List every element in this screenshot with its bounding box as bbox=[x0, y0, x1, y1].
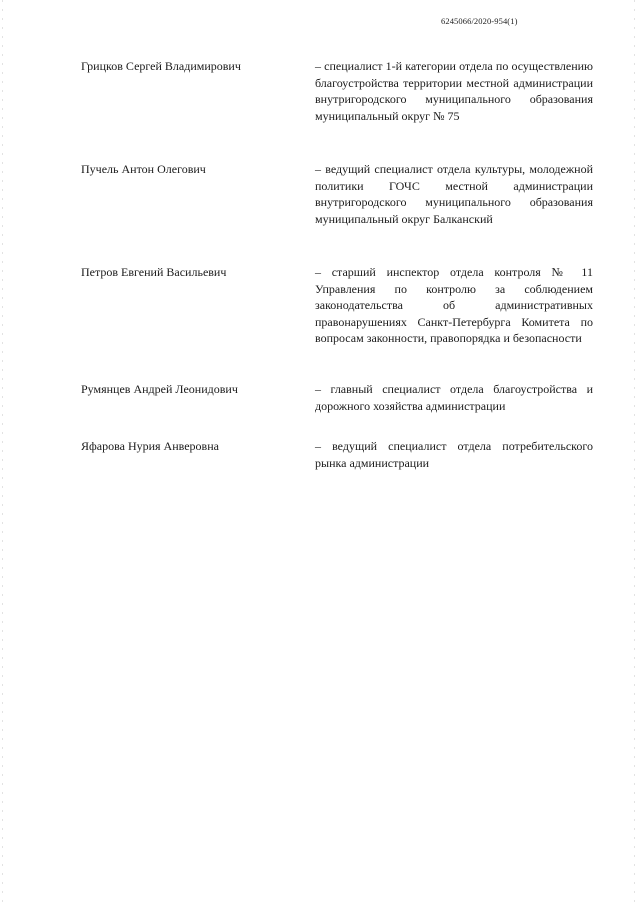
scan-edge-left bbox=[2, 0, 3, 905]
person-name: Грицков Сергей Владимирович bbox=[81, 59, 241, 73]
person-name: Пучель Антон Олегович bbox=[81, 162, 206, 176]
person-name: Румянцев Андрей Леонидович bbox=[81, 382, 238, 396]
person-position: – ведущий специалист отдела потребительского рынка администрации bbox=[315, 439, 593, 470]
scan-edge-right bbox=[634, 0, 635, 905]
person-position: – специалист 1-й категории отдела по осуществлению благоустройства территории местной администрации внутригородского муниципального образования муниципальный округ № 75 bbox=[315, 59, 593, 123]
person-name: Яфарова Нурия Анверовна bbox=[81, 439, 219, 453]
document-number: 6245066/2020-954(1) bbox=[441, 16, 518, 26]
person-position: – старший инспектор отдела контроля № 11 Управления по контролю за соблюдением законодательства об административных правонарушениях Санкт-Петербурга Комитета по вопросам законности, правопорядка и безопасности bbox=[315, 265, 593, 346]
person-position: – главный специалист отдела благоустройства и дорожного хозяйства администрации bbox=[315, 382, 593, 413]
person-name: Петров Евгений Васильевич bbox=[81, 265, 227, 279]
person-position: – ведущий специалист отдела культуры, молодежной политики ГОЧС местной администрации внутригородского муниципального образования муниципальный округ Балканский bbox=[315, 162, 593, 226]
